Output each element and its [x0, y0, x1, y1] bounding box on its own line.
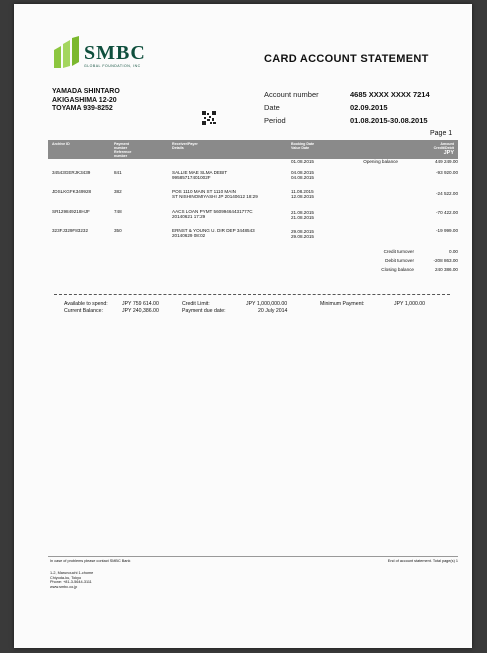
- row-details: ERNST & YOUNG U. DIR DEP 3448543 20140629 08:02: [172, 228, 255, 239]
- page-number: Page 1: [430, 130, 453, 137]
- credit-turnover-amount: 0.00: [449, 249, 458, 254]
- row-payment-number: 382: [114, 189, 122, 194]
- row-archive-id: 323FJ329F83232: [52, 228, 89, 233]
- opening-label: Opening balance: [363, 159, 398, 164]
- payment-due-value: 20 July 2014: [258, 308, 288, 314]
- row-amount: -24 522.00: [436, 191, 458, 196]
- opening-amount: 449 249.00: [435, 159, 458, 164]
- period-value: 01.08.2015-30.08.2015: [350, 116, 428, 125]
- row-amount: -93 920.00: [436, 170, 458, 175]
- row-dates: 21.08.2015 21.08.2015: [291, 210, 314, 221]
- row-payment-number: 748: [114, 209, 122, 214]
- opening-date: 01.08.2015: [291, 159, 314, 164]
- row-details: POS 1110 MAIN ST 1110 MAIN ST NISHINOMIYASHI JP 20140612 18:29: [172, 189, 258, 200]
- currency-code: JPY: [443, 150, 454, 156]
- bank-tagline: GLOBAL FOUNDATION, INC: [84, 64, 141, 68]
- row-payment-number: 350: [114, 228, 122, 233]
- available-label: Available to spend:: [64, 301, 108, 307]
- closing-balance-amount: 240 386.00: [435, 267, 458, 272]
- current-balance-value: JPY 240,386.00: [122, 308, 159, 314]
- payment-due-label: Payment due date:: [182, 308, 226, 314]
- row-amount: -19 999.00: [436, 228, 458, 233]
- row-archive-id: JDSLKGFK349928: [52, 189, 92, 194]
- end-of-statement-note: End of account statement. Total page(s) 1: [387, 559, 458, 563]
- row-details: SALLIE MAE SLMA DEBIT 99585717401002F: [172, 170, 228, 181]
- current-balance-label: Current Balance:: [64, 308, 103, 314]
- table-header: [48, 140, 458, 159]
- customer-name: YAMADA SHINTARO: [52, 88, 120, 95]
- bank-name: SMBC: [84, 42, 146, 64]
- row-dates: 11.08.2015 12.08.2015: [291, 189, 314, 200]
- bank-address: 1-2, Marunouchi 1-chome Chiyoda-ku, Tokyo Phone: +81-3-5644-3111 www.smbc.co.jp: [50, 571, 94, 589]
- period-label: Period: [264, 116, 286, 125]
- row-details: AACS LOAN PYMT 56099464431777C 20140621 17:29: [172, 209, 253, 220]
- customer-address: [52, 88, 120, 114]
- account-number-value: 4685 XXXX XXXX 7214: [350, 90, 430, 99]
- date-label: Date: [264, 103, 280, 112]
- row-archive-id: 34543GERJK3439: [52, 170, 91, 175]
- closing-balance-label: Closing balance: [381, 267, 414, 272]
- row-payment-number: 841: [114, 170, 122, 175]
- customer-address-line: AKIGASHIMA 12-20: [52, 96, 117, 104]
- row-dates: 04.08.2015 04.08.2015: [291, 170, 314, 181]
- debit-turnover-label: Debit turnover: [385, 258, 414, 263]
- row-archive-id: SR129849218HJF: [52, 209, 90, 214]
- statement-page: [14, 4, 472, 648]
- available-value: JPY 759 614.00: [122, 301, 159, 307]
- col-receiver-payer: Receiver/Payer Details: [172, 142, 198, 150]
- smbc-logo-icon: [54, 36, 80, 68]
- col-payment-number: Payment number Reference number: [114, 142, 132, 158]
- credit-limit-label: Credit Limit:: [182, 301, 210, 307]
- document-title: CARD ACCOUNT STATEMENT: [264, 53, 429, 65]
- date-value: 02.09.2015: [350, 103, 388, 112]
- contact-note: In case of problems please contact SMBC Bank: [50, 559, 131, 563]
- row-amount: -70 422.00: [436, 210, 458, 215]
- row-dates: 29.08.2015 29.08.2015: [291, 229, 314, 240]
- credit-limit-value: JPY 1,000,000.00: [246, 301, 288, 307]
- minimum-payment-value: JPY 1,000.00: [394, 301, 426, 307]
- divider: [54, 294, 450, 295]
- col-archive-id: Archive ID: [52, 142, 70, 146]
- col-booking-date: Booking Date Value Date: [291, 142, 315, 150]
- account-number-label: Account number: [264, 90, 319, 99]
- footer-divider: [48, 556, 458, 557]
- customer-city: TOYAMA 939-8252: [52, 105, 113, 112]
- minimum-payment-label: Minimum Payment:: [320, 301, 365, 307]
- col-amount: Amount Credit/Debit JPY: [433, 142, 454, 156]
- credit-turnover-label: Credit turnover: [383, 249, 414, 254]
- qr-code-icon: [202, 111, 216, 125]
- debit-turnover-amount: -208 863.00: [433, 258, 458, 263]
